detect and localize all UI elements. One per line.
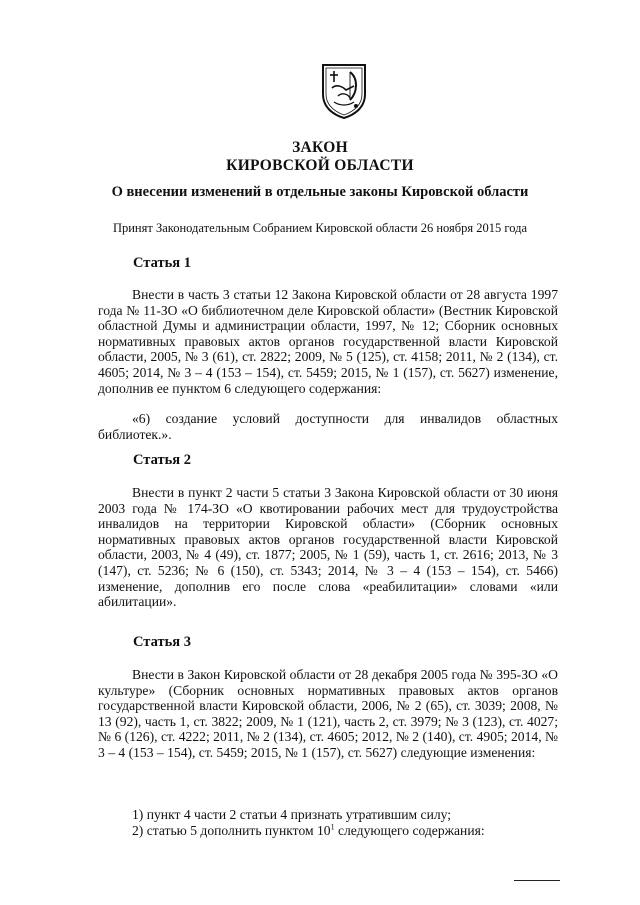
- article-3-item-2-tail: следующего содержания:: [334, 823, 485, 838]
- adoption-note: Принят Законодательным Собранием Кировской области 26 ноября 2015 года: [112, 221, 528, 235]
- article-3-item-1: 1) пункт 4 части 2 статьи 4 признать утратившим силу;: [132, 807, 452, 822]
- article-3-heading: Статья 3: [133, 634, 191, 650]
- article-3-item-2: [132, 823, 558, 839]
- article-2-heading: Статья 2: [133, 452, 191, 468]
- article-2-paragraph-1: Внести в пункт 2 части 5 статьи 3 Закона Кировской области от 30 июня 2003 года № 174-ЗО «О квотировании рабочих мест для трудоустройства инвалидов на территории Кировской области» (Сборник основных нормативных правовых актов органов государственной власти Кировской области, 2003, № 4 (49), ст. 1877; 2005, № 1 (59), часть 1, ст. 2616; 2013, № 3 (147), ст. 5236; № 6 (150), ст. 5343; 2014, № 3 – 4 (153 – 154), ст. 5466) изменение, дополнив его после слова «реабилитации» словами «или абилитации».: [98, 485, 558, 610]
- article-3-item-2-text: 2) статью 5 дополнить пунктом 10: [132, 823, 331, 838]
- article-3-paragraph-1: Внести в Закон Кировской области от 28 декабря 2005 года № 395-ЗО «О культуре» (Сборник основных нормативных правовых актов органов государственной власти Кировской области, 2006, № 2 (65), ст. 3039; 2008, № 13 (92), часть 1, ст. 3822; 2009, № 1 (121), часть 2, ст. 3979; № 3 (123), ст. 4027; № 6 (126), ст. 4222; 2011, № 2 (134), ст. 4605; 2012, № 2 (140), ст. 4905; 2014, № 3 – 4 (153 – 154), ст. 5459; 2015, № 1 (157), ст. 5627) следующие изменения:: [98, 667, 558, 760]
- kirov-coat-of-arms-icon: [320, 62, 368, 120]
- law-title: ЗАКОН: [292, 139, 348, 156]
- article-3-item-2-superscript: 1: [330, 822, 335, 832]
- law-subtitle: О внесении изменений в отдельные законы Кировской области: [111, 184, 529, 200]
- footnote-separator: [514, 880, 560, 881]
- article-1-heading: Статья 1: [133, 255, 191, 271]
- article-1-paragraph-2: «6) создание условий доступности для инвалидов областных библиотек.».: [98, 411, 558, 442]
- article-1-paragraph-1: Внести в часть 3 статьи 12 Закона Кировской области от 28 августа 1997 года № 11-ЗО «О библиотечном деле Кировской области» (Вестник Кировской областной Думы и администрации области, 1997, № 12; Сборник основных нормативных правовых актов органов государственной власти Кировской области, 2005, № 3 (61), ст. 2822; 2009, № 5 (125), ст. 4158; 2011, № 2 (134), ст. 4605; 2014, № 3 – 4 (153 – 154), ст. 5459; 2015, № 1 (157), ст. 5627) изменение, дополнив ее пунктом 6 следующего содержания:: [98, 287, 558, 396]
- region-title: КИРОВСКОЙ ОБЛАСТИ: [226, 157, 414, 174]
